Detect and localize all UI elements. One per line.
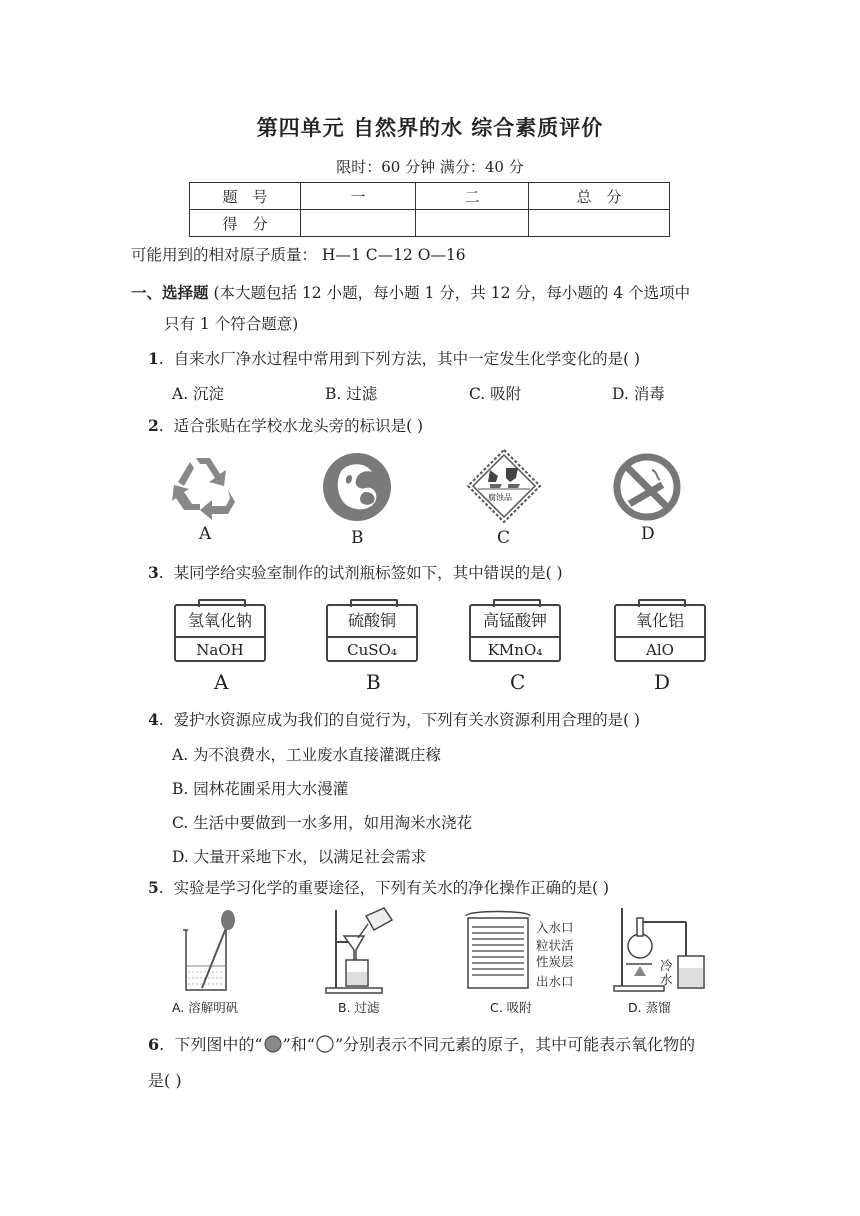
question-stem: ”分别表示不同元素的原子，其中可能表示氧化物的	[334, 1035, 696, 1054]
apparatus-caption: B. 过滤	[338, 1000, 380, 1015]
score-cell	[529, 210, 670, 237]
reagent-label-a	[174, 604, 266, 662]
question-2: 2. 适合张贴在学校水龙头旁的标识是( )	[148, 416, 424, 435]
apparatus-caption: C. 吸附	[490, 1000, 532, 1015]
water-saving-icon	[322, 452, 392, 522]
outlet-label: 出水口	[536, 974, 574, 989]
option-b: B. 园林花圃采用大水漫灌	[172, 780, 349, 798]
option-c: C. 生活中要做到一水多用，如用淘米水浇花	[172, 814, 473, 832]
reagent-formula: AlO	[646, 641, 674, 659]
question-stem: 爱护水资源应成为我们的自觉行为，下列有关水资源利用合理的是( )	[173, 711, 641, 729]
question-stem: 实验是学习化学的重要途径，下列有关水的净化操作正确的是( )	[173, 879, 610, 897]
score-cell	[416, 210, 529, 237]
score-table-header: 一	[301, 183, 416, 210]
cooling-water-label: 水	[660, 972, 673, 987]
no-smoking-icon	[612, 452, 682, 522]
hollow-atom-icon	[315, 1035, 335, 1053]
score-table-header: 二	[416, 183, 529, 210]
question-stem: 适合张贴在学校水龙头旁的标识是( )	[173, 417, 424, 435]
time-limit: 限时：60 分钟 满分：40 分	[336, 158, 524, 176]
reagent-name: 氧化铝	[616, 606, 704, 638]
option-a: A. 为不浪费水，工业废水直接灌溉庄稼	[172, 746, 442, 764]
beaker-stirring-icon	[180, 910, 240, 994]
question-number: 4	[148, 710, 159, 729]
filled-atom-icon	[263, 1035, 283, 1053]
carbon-layer-label: 性炭层	[536, 954, 574, 969]
question-stem: 下列图中的“	[174, 1035, 263, 1054]
option-a: A. 沉淀	[172, 385, 225, 403]
question-4: 4. 爱护水资源应成为我们的自觉行为，下列有关水资源利用合理的是( )	[148, 710, 641, 729]
question-6: 6. 下列图中的“ ”和“ ”分别表示不同元素的原子，其中可能表示氧化物的	[148, 1035, 696, 1054]
option-b: B. 过滤	[325, 385, 378, 403]
question-number: 6	[148, 1035, 160, 1054]
reagent-formula: KMnO₄	[487, 641, 543, 659]
recycle-icon	[170, 452, 240, 520]
section-desc-cont: 只有 1 个符合题意)	[164, 315, 299, 333]
question-1: 1. 自来水厂净水过程中常用到下列方法，其中一定发生化学变化的是( )	[148, 349, 641, 368]
question-stem: 自来水厂净水过程中常用到下列方法，其中一定发生化学变化的是( )	[173, 350, 641, 368]
sign-c-text: 腐蚀品	[488, 493, 512, 502]
bottle-label: D	[654, 670, 671, 694]
option-c: C. 吸附	[469, 385, 522, 403]
corrosive-icon	[466, 448, 542, 524]
question-number: 2	[148, 416, 159, 435]
question-stem: ”和“	[282, 1035, 315, 1054]
reagent-label-c	[469, 604, 561, 662]
apparatus-caption: A. 溶解明矾	[172, 1000, 239, 1015]
reagent-label-b	[326, 604, 418, 662]
apparatus-caption: D. 蒸馏	[628, 1000, 671, 1015]
sign-label: D	[641, 524, 655, 544]
atomic-mass-note: 可能用到的相对原子质量： H—1 C—12 O—16	[131, 246, 466, 264]
page-title: 第四单元 自然界的水 综合素质评价	[256, 116, 604, 140]
score-table	[189, 182, 670, 237]
section-title: 一、选择题	[131, 284, 209, 302]
question-number: 3	[148, 563, 159, 582]
bottle-label: B	[366, 670, 381, 694]
carbon-layer-label: 粒状活	[536, 938, 574, 953]
filtration-apparatus-icon	[322, 906, 402, 996]
section-header	[131, 282, 690, 304]
reagent-name: 高锰酸钾	[471, 606, 559, 638]
score-table-header: 总 分	[529, 183, 670, 210]
question-number: 5	[148, 878, 159, 897]
option-d: D. 消毒	[612, 385, 665, 403]
carbon-filter-icon	[462, 906, 534, 992]
question-5: 5. 实验是学习化学的重要途径，下列有关水的净化操作正确的是( )	[148, 878, 610, 897]
bottle-label: A	[214, 670, 229, 694]
reagent-formula: NaOH	[196, 641, 244, 659]
section-desc: (本大题包括 12 小题，每小题 1 分，共 12 分，每小题的 4 个选项中	[213, 284, 691, 302]
question-3: 3. 某同学给实验室制作的试剂瓶标签如下，其中错误的是( )	[148, 563, 563, 582]
question-number: 1	[148, 349, 159, 368]
reagent-name: 硫酸铜	[328, 606, 416, 638]
score-cell	[301, 210, 416, 237]
question-6-cont: 是( )	[148, 1071, 182, 1090]
question-stem: 某同学给实验室制作的试剂瓶标签如下，其中错误的是( )	[173, 564, 563, 582]
sign-label: A	[199, 524, 212, 544]
bottle-label: C	[510, 670, 526, 694]
reagent-formula: CuSO₄	[347, 641, 397, 659]
score-table-header: 题 号	[190, 183, 301, 210]
sign-label: C	[497, 528, 511, 548]
sign-label: B	[351, 528, 364, 548]
reagent-name: 氢氧化钠	[176, 606, 264, 638]
cooling-water-label: 冷	[660, 958, 673, 973]
reagent-label-d	[614, 604, 706, 662]
score-table-label: 得 分	[190, 210, 301, 237]
inlet-label: 入水口	[536, 920, 574, 935]
option-d: D. 大量开采地下水，以满足社会需求	[172, 848, 427, 866]
